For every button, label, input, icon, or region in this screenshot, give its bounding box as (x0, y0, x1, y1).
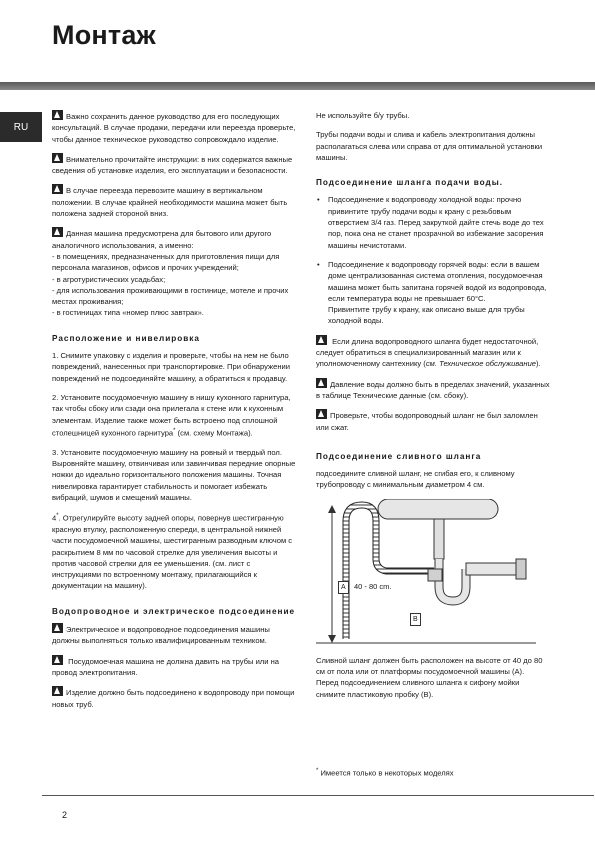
paragraph-remove-plug: Перед подсоединением сливного шланга к сифону мойки снимите пластиковую пробку (В). (316, 678, 520, 699)
paragraph-transport: В случае переезда перевозите машину в вертикальном положении. В случае крайней необходимости машина может быть положена задней стороной вниз. (52, 186, 288, 219)
left-column (52, 110, 298, 718)
warning-icon (52, 623, 63, 633)
warning-icon (52, 686, 63, 696)
paragraph-pipe-placement: Трубы подачи воды и слива и кабель электропитания должны располагаться слева или справа от для оптимальной установки машины. (316, 130, 543, 162)
step-3: 3. Установите посудомоечную машину на ровный и твердый пол. Выровняйте машину, отвинчивая или завинчивая передние опорные ножки до идеально горизонтального положения машины. Точная нивелировка гарантирует стабильность и помогает избежать вибраций, шумов и смещений машины. (52, 447, 296, 502)
section-heading-drain-hose: Подсоединение сливного шланга (316, 451, 482, 461)
paragraph-intended-use: Данная машина предусмотрена для бытового или другого аналогичного использования, а именно: - в помещениях, предназначенных для приготовления пищи для персонала магазинов, офисов и прочих учреждений; - в агротуристических усадьбах; - для использования проживающими в гостинице, мотеле и прочих местах проживания; - в гостиницах типа «номер плюс завтрак». (52, 229, 289, 318)
inlet-bullet-list (316, 194, 550, 326)
drain-hose-diagram (316, 499, 536, 647)
warning-qualified-technician: Электрическое и водопроводное подсоединения машины должны выполняться только квалифицированным техником. (52, 625, 270, 646)
warning-icon (52, 227, 63, 237)
footer-rule (42, 795, 594, 796)
step-4: 4*. Отрегулируйте высоту задней опоры, повернув шестигранную красную втулку, расположенную спереди, в центральной нижней части посудомоечной машины, шестигранным разводным ключом с раскрытием 8 мм по часовой стрелке для увеличения высоты и против часовой стрелки для ее уменьшения. (см. лист с инструкциями по встроенному монтажу, прилагающийся к документации на машину). (52, 513, 293, 591)
label-b: B (410, 613, 421, 626)
footnote-star: * (173, 427, 176, 434)
warning-no-pressure-on-pipes: Посудомоечная машина не должна давить на трубы или на провод электропитания. (52, 656, 280, 677)
language-tab: RU (0, 112, 42, 142)
footnote-star: * (56, 513, 59, 520)
warning-icon (52, 655, 63, 665)
warning-hose-length: Если длина водопроводного шланга будет недостаточной, следует обратиться в специализированный магазин или к уполномоченному сантехнику (см. Техническое обслуживание). (316, 336, 541, 369)
warning-new-pipes: Изделие должно быть подсоединено к водопроводу при помощи новых труб. (52, 688, 295, 709)
paragraph-drain-height: Сливной шланг должен быть расположен на высоте от 40 до 80 см от пола или от платформы посудомоечной машины (А). (316, 655, 543, 677)
warning-icon (52, 184, 63, 194)
warning-hose-kink: Проверьте, чтобы водопроводный шланг не был заломлен или сжат. (316, 411, 538, 432)
section-heading-water-inlet: Подсоединение шланга подачи воды. (316, 178, 504, 188)
section-heading-connections: Водопроводное и электрическое подсоединение (52, 606, 296, 616)
paragraph-read-instructions: Внимательно прочитайте инструкции: в них содержатся важные сведения об установке изделия, его эксплуатации и безопасности. (52, 154, 293, 176)
footnote: * Имеется только в некоторых моделях (316, 768, 454, 778)
warning-water-pressure: Давление воды должно быть в пределах значений, указанных в таблице Технические данные (см. сбоку). (316, 379, 550, 400)
bullet-hot-water: • Подсоединение к водопроводу горячей воды: если в вашем доме централизованная система отопления, посудомоечная машина может быть запитана горячей водой из водопровода, если температура воды не превышает 60°С. Привинтите трубу к крану, как описано выше для трубы холодной воды. (316, 259, 550, 327)
page-number: 2 (62, 810, 68, 820)
step-2: 2. Установите посудомоечную машину в нишу кухонного гарнитура, так чтобы сбоку или сзади она прилегала к стене или к кухонным элементам. Изделие также может быть встроено под сплошной столешницей кухонного гарнитура* (см. схему Монтажа). (52, 392, 291, 438)
label-height-range: 40 - 80 cm. (354, 581, 392, 591)
footnote-star: * (316, 768, 319, 774)
page-title: Монтаж (52, 20, 156, 50)
label-a: A (338, 581, 349, 594)
step-1: 1. Снимите упаковку с изделия и проверьте, чтобы на нем не было повреждений, нанесенных при транспортировке. При обнаружении повреждений не подсоединяйте машину, а обратиться к продавцу. (52, 351, 291, 383)
warning-icon (316, 409, 327, 419)
warning-icon (52, 153, 63, 163)
warning-icon (316, 378, 327, 388)
paragraph-drain-connect: подсоедините сливной шланг, не сгибая его, к сливному трубопроводу с минимальным диаметром 4 см. (316, 469, 515, 490)
paragraph-keep-manual: Важно сохранить данное руководство для его последующих консультаций. В случае продажи, передачи или переезда проверьте, чтобы данное техническое руководство сопровождало изделие. (52, 112, 296, 144)
warning-icon (52, 110, 63, 120)
paragraph-no-used-pipes: Не используйте б/у трубы. (316, 111, 410, 120)
section-heading-positioning: Расположение и нивелировка (52, 333, 200, 343)
drain-hose-illustration (316, 499, 536, 647)
bullet-cold-water: • Подсоединение к водопроводу холодной воды: прочно привинтите трубу подачи воды к крану с резьбовым отверстием 3/4 газ. Перед закруткой дайте стечь воде до тех пор, пока она не станет прозрачной во избежание засорения машины нечистотами. (316, 194, 550, 250)
warning-icon (316, 335, 327, 345)
header-rule (0, 82, 595, 90)
right-column (316, 110, 550, 708)
